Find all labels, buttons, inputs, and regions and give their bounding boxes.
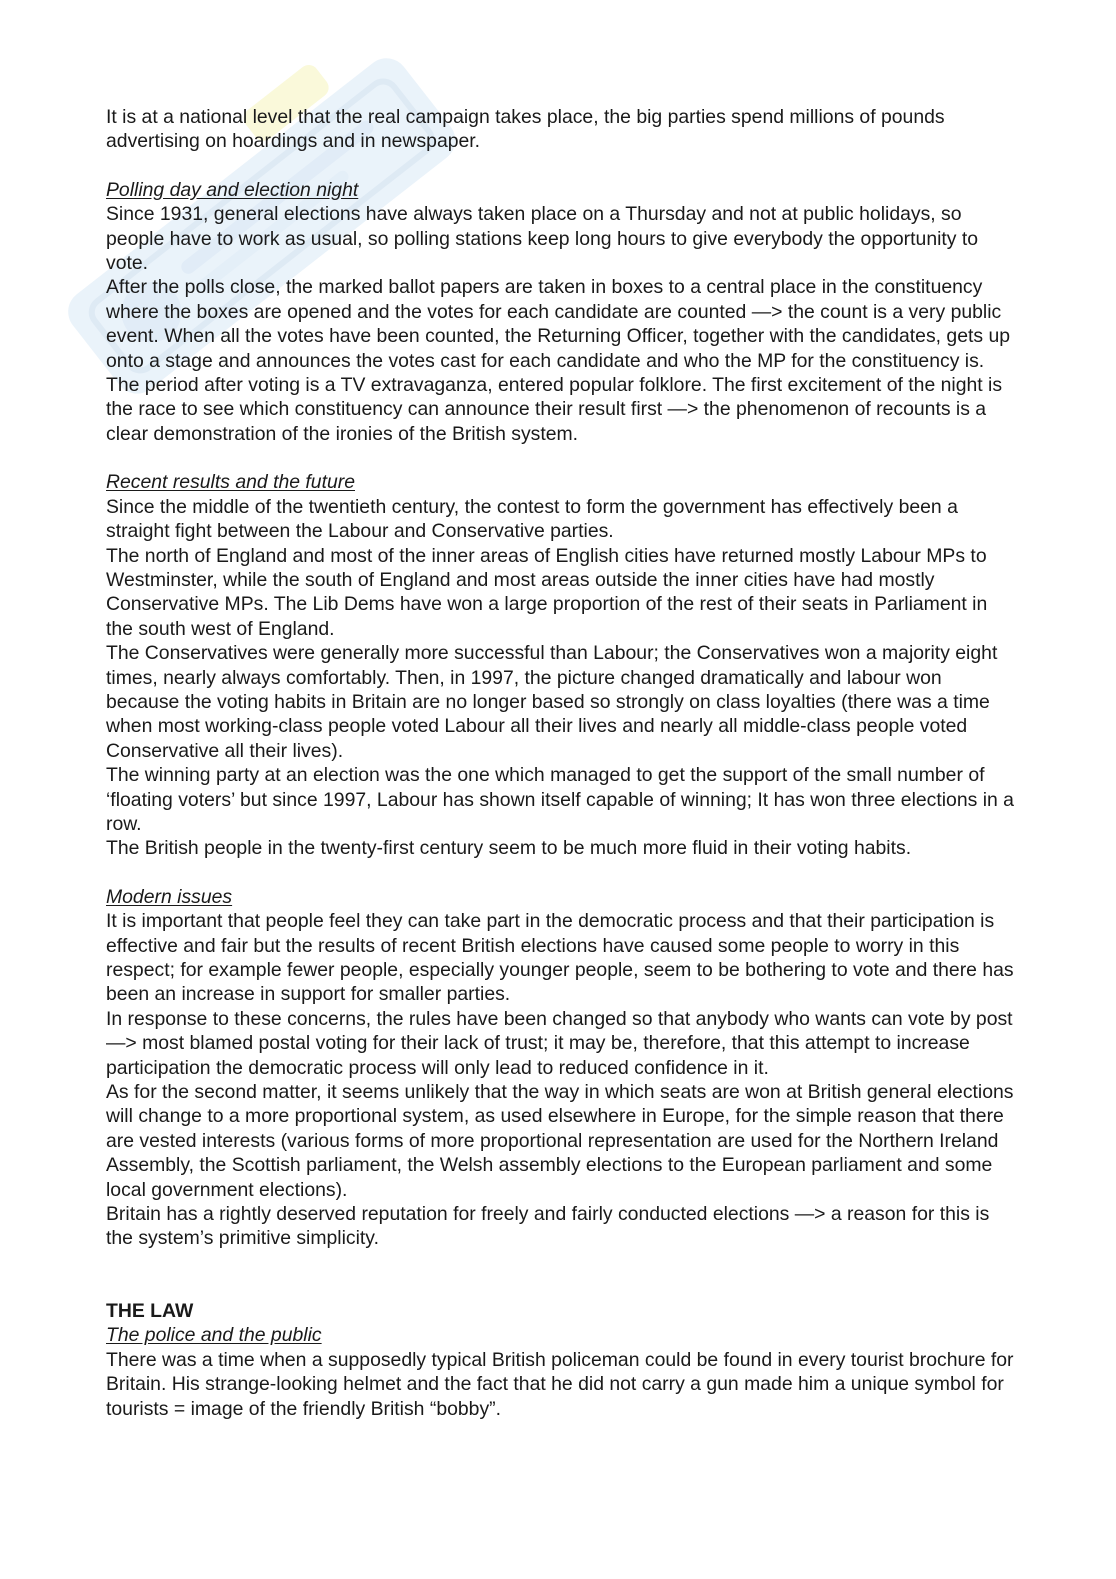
recent-paragraph: The north of England and most of the inner areas of English cities have returned mostly Labour MPs to Westminster, while the south of England and most areas outside the inner cities have had mostly Conservative MPs. The Lib Dems have won a large proportion of the rest of their seats in Parliament in the south west of England.: [106, 544, 988, 640]
polling-paragraph: The period after voting is a TV extravaganza, entered popular folklore. The first excitement of the night is the race to see which constituency can announce their result first —> the phenomenon of recounts is a clear demonstration of the ironies of the British system.: [106, 374, 1003, 445]
modern-paragraph: Britain has a rightly deserved reputation for freely and fairly conducted elections —> a reason for this is the system’s primitive simplicity.: [106, 1203, 990, 1250]
police-paragraph: There was a time when a supposedly typical British policeman could be found in every tourist brochure for Britain. His strange-looking helmet and the fact that he did not carry a gun made him a unique symbol for tourists = image of the friendly British “bobby”.: [106, 1348, 1014, 1420]
recent-paragraph: The British people in the twenty-first century seem to be much more fluid in their voting habits.: [106, 837, 912, 860]
document-body: [106, 105, 1016, 1421]
intro-paragraph: It is at a national level that the real campaign takes place, the big parties spend millions of pounds advertising on hoardings and in newspaper.: [106, 106, 945, 153]
modern-paragraph: It is important that people feel they can take part in the democratic process and that their participation is effective and fair but the results of recent British elections have caused some people to worry in this respect; for example fewer people, especially younger people, seem to be bothering to vote and there has been an increase in support for smaller parties.: [106, 910, 1014, 1006]
modern-section-heading: Modern issues: [106, 885, 233, 908]
modern-paragraph: As for the second matter, it seems unlikely that the way in which seats are won at British general elections will change to a more proportional system, as used elsewhere in Europe, for the simple reason that there are vested interests (various forms of more proportional representation are used for the Northern Ireland Assembly, the Scottish parliament, the Welsh assembly elections to the European parliament and some local government elections).: [106, 1081, 1014, 1201]
police-section-heading: The police and the public: [106, 1324, 322, 1347]
recent-paragraph: The winning party at an election was the one which managed to get the support of the small number of ‘floating voters’ but since 1997, Labour has shown itself capable of winning; It has won three elections in a row.: [106, 764, 1014, 835]
recent-paragraph: Since the middle of the twentieth century, the contest to form the government has effectively been a straight fight between the Labour and Conservative parties.: [106, 495, 958, 543]
modern-paragraph: In response to these concerns, the rules have been changed so that anybody who wants can vote by post—> most blamed postal voting for their lack of trust; it may be, therefore, that this attempt to increase participation the democratic process will only lead to reduced confidence in it.: [106, 1007, 1013, 1079]
polling-paragraph: Since 1931, general elections have always taken place on a Thursday and not at public holidays, so people have to work as usual, so polling stations keep long hours to give everybody the opportunity to vote.: [106, 203, 979, 275]
recent-paragraph: The Conservatives were generally more successful than Labour; the Conservatives won a majority eight times, nearly always comfortably. Then, in 1997, the picture changed dramatically and labour won because the voting habits in Britain are no longer based so strongly on class loyalties (there was a time when most working-class people voted Labour all their lives and nearly all middle-class people voted Conservative all their lives).: [106, 642, 998, 762]
recent-section-heading: Recent results and the future: [106, 471, 355, 494]
polling-section-heading: Polling day and election night: [106, 178, 359, 201]
polling-paragraph: After the polls close, the marked ballot papers are taken in boxes to a central place in the constituency where the boxes are opened and the votes for each candidate are counted —> the count is a very public event. When all the votes have been counted, the Returning Officer, together with the candidates, gets up onto a stage and announces the votes cast for each candidate and who the MP for the constituency is.: [106, 276, 1011, 372]
law-chapter-heading: THE LAW: [106, 1299, 194, 1322]
